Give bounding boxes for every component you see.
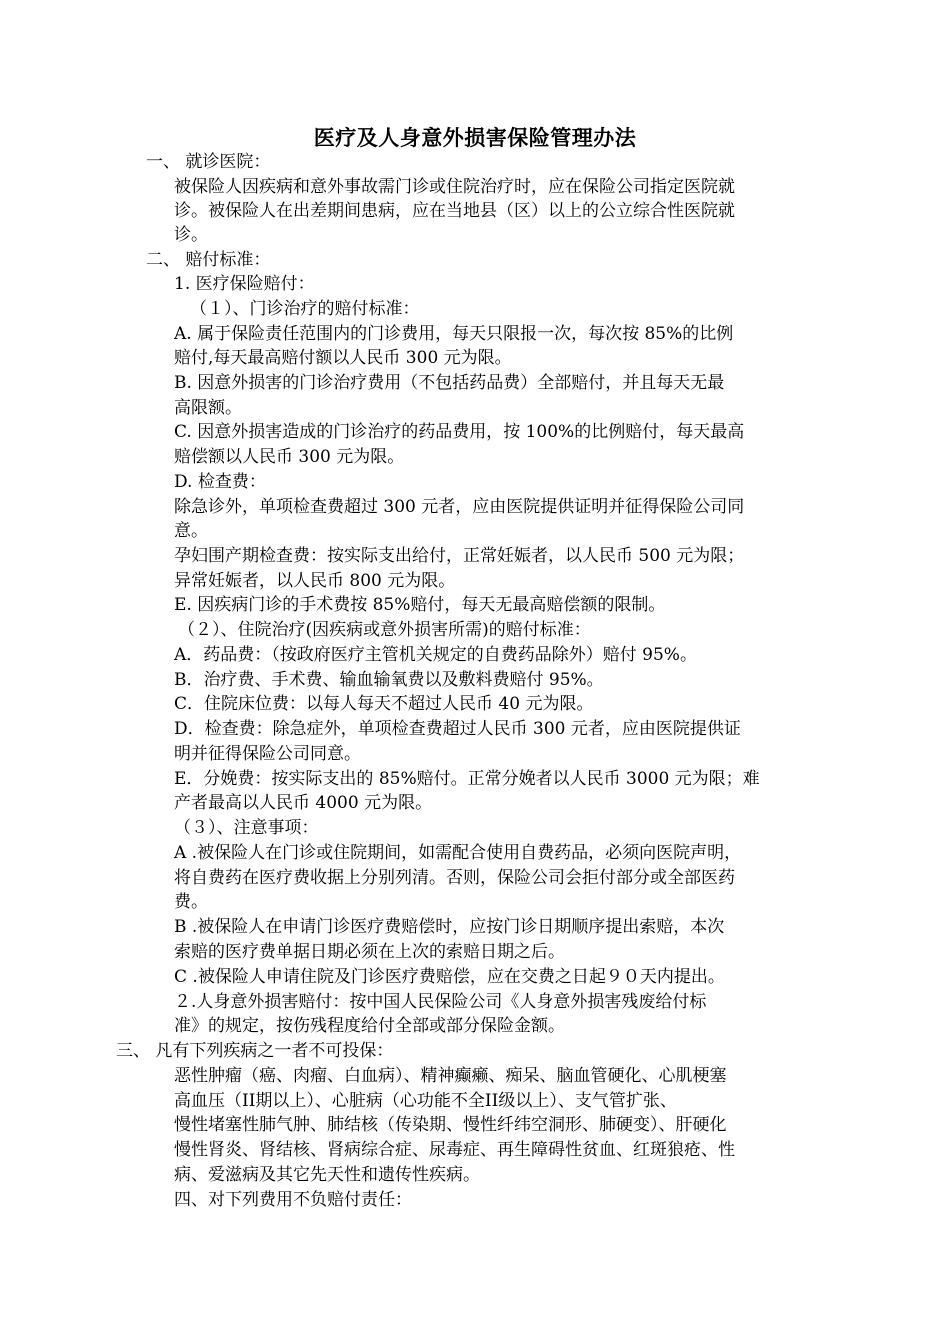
paragraph-line: 孕妇围产期检查费：按实际支出给付，正常妊娠者，以人民币 500 元为限； [174, 546, 745, 566]
paragraph-line: 准》的规定，按伤残程度给付全部或部分保险金额。 [174, 1016, 565, 1036]
paragraph-line: 诊。被保险人在出差期间患病，应在当地县（区）以上的公立综合性医院就 [174, 201, 735, 221]
document-title: 医疗及人身意外损害保险管理办法 [313, 125, 637, 150]
paragraph-line: ２.人身意外损害赔付：按中国人民保险公司《人身意外损害残废给付标 [174, 992, 707, 1012]
paragraph-line: 赔偿额以人民币 300 元为限。 [174, 447, 405, 467]
section-heading: 一、 就诊医院： [146, 152, 271, 172]
paragraph-line: D．检查费：除急症外，单项检查费超过人民币 300 元者，应由医院提供证 [174, 719, 741, 739]
paragraph-line: 除急诊外，单项检查费超过 300 元者，应由医院提供证明并征得保险公司同 [174, 497, 745, 517]
paragraph-line: 诊。 [174, 225, 208, 245]
paragraph-line: C .被保险人申请住院及门诊医疗费赔偿，应在交费之日起９０天内提出。 [174, 967, 725, 987]
subsection-heading: （３）、注意事项： [174, 818, 319, 838]
paragraph-line: 费。 [174, 892, 208, 912]
subsection-heading: 1. 医疗保险赔付： [174, 274, 315, 294]
paragraph-line: 产者最高以人民币 4000 元为限。 [174, 793, 433, 813]
paragraph-line: 慢性堵塞性肺气肿、肺结核（传染期、慢性纤纬空洞形、肺硬变）、肝硬化 [174, 1115, 727, 1135]
section-heading: 二、 赔付标准： [146, 250, 271, 270]
paragraph-line: A .被保险人在门诊或住院期间，如需配合使用自费药品，必须向医院声明， [174, 843, 742, 863]
paragraph-line: 将自费药在医疗费收据上分别列清。否则，保险公司会拒付部分或全部医药 [174, 868, 735, 888]
section-heading: 三、 凡有下列疾病之一者不可投保： [116, 1041, 394, 1061]
paragraph-line: B .被保险人在申请门诊医疗费赔偿时，应按门诊日期顺序提出索赔，本次 [174, 917, 725, 937]
paragraph-line: A. 属于保险责任范围内的门诊费用，每天只限报一次，每次按 85%的比例 [174, 324, 734, 344]
subsection-heading: （２）、住院治疗(因疾病或意外损害所需)的赔付标准： [178, 620, 591, 640]
section-heading: 四、对下列费用不负赔付责任： [174, 1190, 412, 1210]
paragraph-line: 慢性肾炎、肾结核、肾病综合症、尿毒症、再生障碍性贫血、红斑狼疮、性 [174, 1140, 735, 1160]
paragraph-line: C．住院床位费：以每人每天不超过人民币 40 元为限。 [174, 694, 594, 714]
paragraph-line: 恶性肿瘤（癌、肉瘤、白血病）、精神癫癞、痴呆、脑血管硬化、心肌梗塞 [174, 1066, 727, 1086]
paragraph-line: 高限额。 [174, 398, 242, 418]
paragraph-line: E. 因疾病门诊的手术费按 85%赔付，每天无最高赔偿额的限制。 [174, 595, 666, 615]
paragraph-line: 被保险人因疾病和意外事故需门诊或住院治疗时，应在保险公司指定医院就 [174, 177, 735, 197]
paragraph-line: E．分娩费：按实际支出的 85%赔付。正常分娩者以人民币 3000 元为限；难 [174, 769, 760, 789]
paragraph-line: A．药品费：（按政府医疗主管机关规定的自费药品除外）赔付 95%。 [174, 645, 697, 665]
subsection-heading: （１）、门诊治疗的赔付标准： [190, 299, 420, 319]
paragraph-line: 赔付,每天最高赔付额以人民币 300 元为限。 [174, 348, 512, 368]
paragraph-line: D. 检查费： [174, 472, 266, 492]
paragraph-line: 索赔的医疗费单据日期必须在上次的索赔日期之后。 [174, 942, 565, 962]
paragraph-line: C. 因意外损害造成的门诊治疗的药品费用，按 100%的比例赔付，每天最高 [174, 422, 745, 442]
paragraph-line: 高血压（ⅠⅠ期以上）、心脏病（心功能不全ⅠⅠ级以上）、支气管扩张、 [174, 1091, 677, 1111]
paragraph-line: 意。 [174, 521, 208, 541]
paragraph-line: B．治疗费、手术费、输血输氧费以及敷料费赔付 95%。 [174, 670, 604, 690]
paragraph-line: 病、爱滋病及其它先天性和遗传性疾病。 [174, 1165, 480, 1185]
paragraph-line: 异常妊娠者，以人民币 800 元为限。 [174, 571, 456, 591]
paragraph-line: B. 因意外损害的门诊治疗费用（不包括药品费）全部赔付，并且每天无最 [174, 373, 725, 393]
paragraph-line: 明并征得保险公司同意。 [174, 744, 361, 764]
